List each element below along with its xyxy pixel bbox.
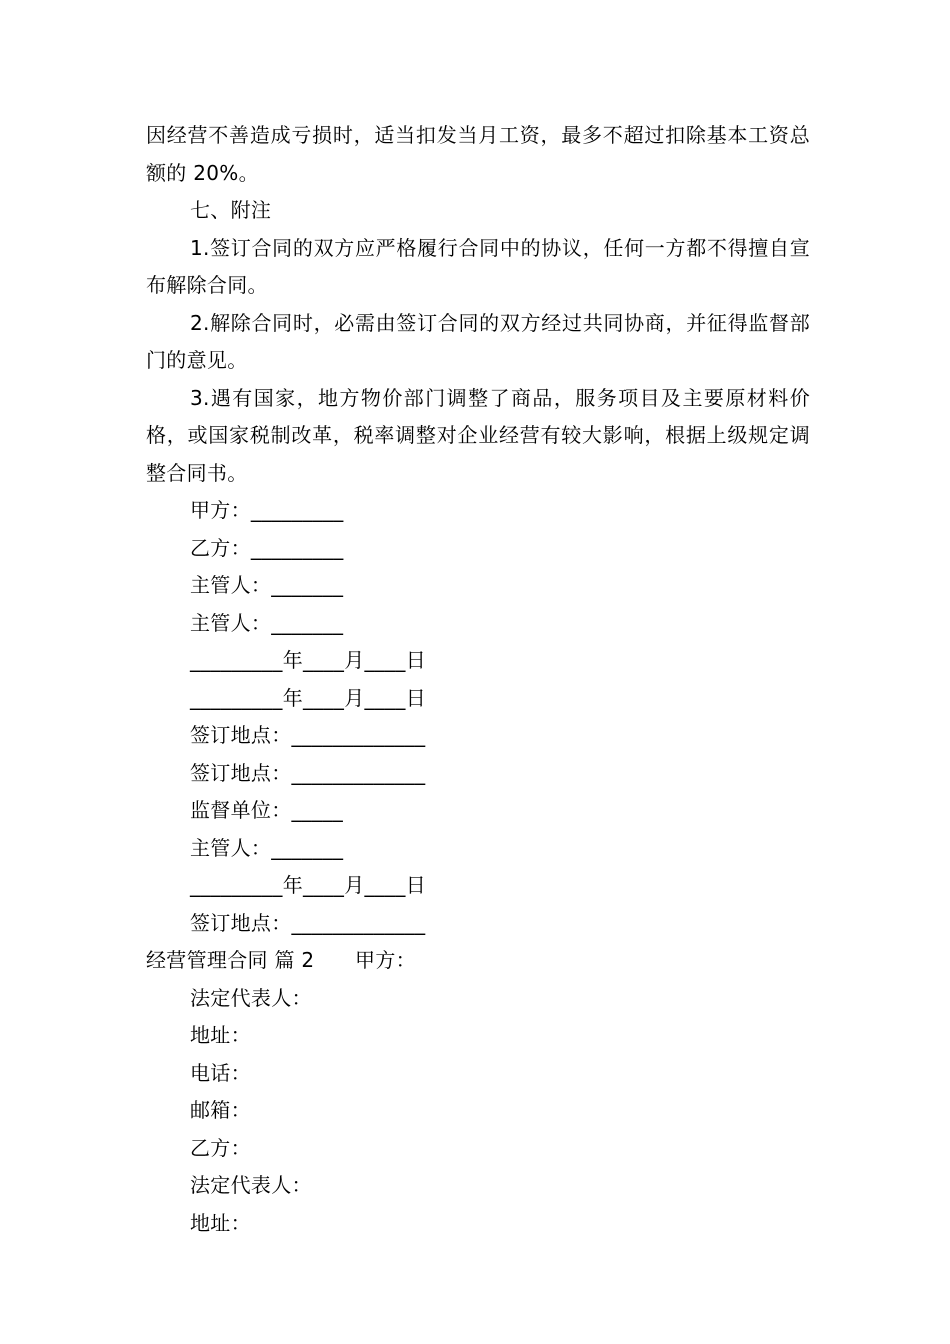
signature-supervisor-3: 主管人：_______	[190, 835, 344, 860]
document-body	[146, 117, 810, 1242]
signature-place-2: 签订地点：_____________	[190, 760, 426, 785]
section-2-heading: 经营管理合同 篇 2 甲方：	[146, 948, 416, 972]
signature-place-1: 签订地点：_____________	[190, 723, 426, 747]
signature-place-3: 签订地点：_____________	[190, 910, 426, 935]
signature-party-b: 乙方：_________	[190, 535, 344, 560]
signature-date-2: _________年____月____日	[190, 685, 426, 710]
field-party-a-address: 地址：	[190, 1023, 251, 1047]
paragraph-loss-clause: 因经营不善造成亏损时，适当扣发当月工资，最多不超过扣除基本工资总额的 20%。	[146, 123, 810, 185]
field-party-a-phone: 电话：	[190, 1060, 251, 1085]
signature-date-1: _________年____月____日	[190, 648, 426, 672]
note-1: 1.签订合同的双方应严格履行合同中的协议，任何一方都不得擅自宣布解除合同。	[146, 235, 810, 297]
signature-supervisor-1: 主管人：_______	[190, 573, 344, 597]
field-party-b-legal-rep: 法定代表人：	[190, 1173, 312, 1197]
field-party-a-email: 邮箱：	[190, 1098, 251, 1122]
note-3: 3.遇有国家，地方物价部门调整了商品，服务项目及主要原材料价格，或国家税制改革，税率调整对企业经营有较大影响，根据上级规定调整合同书。	[146, 385, 810, 485]
field-party-a-legal-rep: 法定代表人：	[190, 985, 312, 1010]
signature-date-3: _________年____月____日	[190, 873, 426, 897]
note-2: 2.解除合同时，必需由签订合同的双方经过共同协商，并征得监督部门的意见。	[146, 310, 810, 372]
field-party-b: 乙方：	[190, 1135, 251, 1160]
field-party-b-address: 地址：	[190, 1210, 251, 1235]
signature-monitor-unit: 监督单位：_____	[190, 798, 343, 822]
heading-notes: 七、附注	[190, 198, 272, 222]
signature-party-a: 甲方：_________	[190, 498, 344, 522]
signature-supervisor-2: 主管人：_______	[190, 610, 344, 635]
